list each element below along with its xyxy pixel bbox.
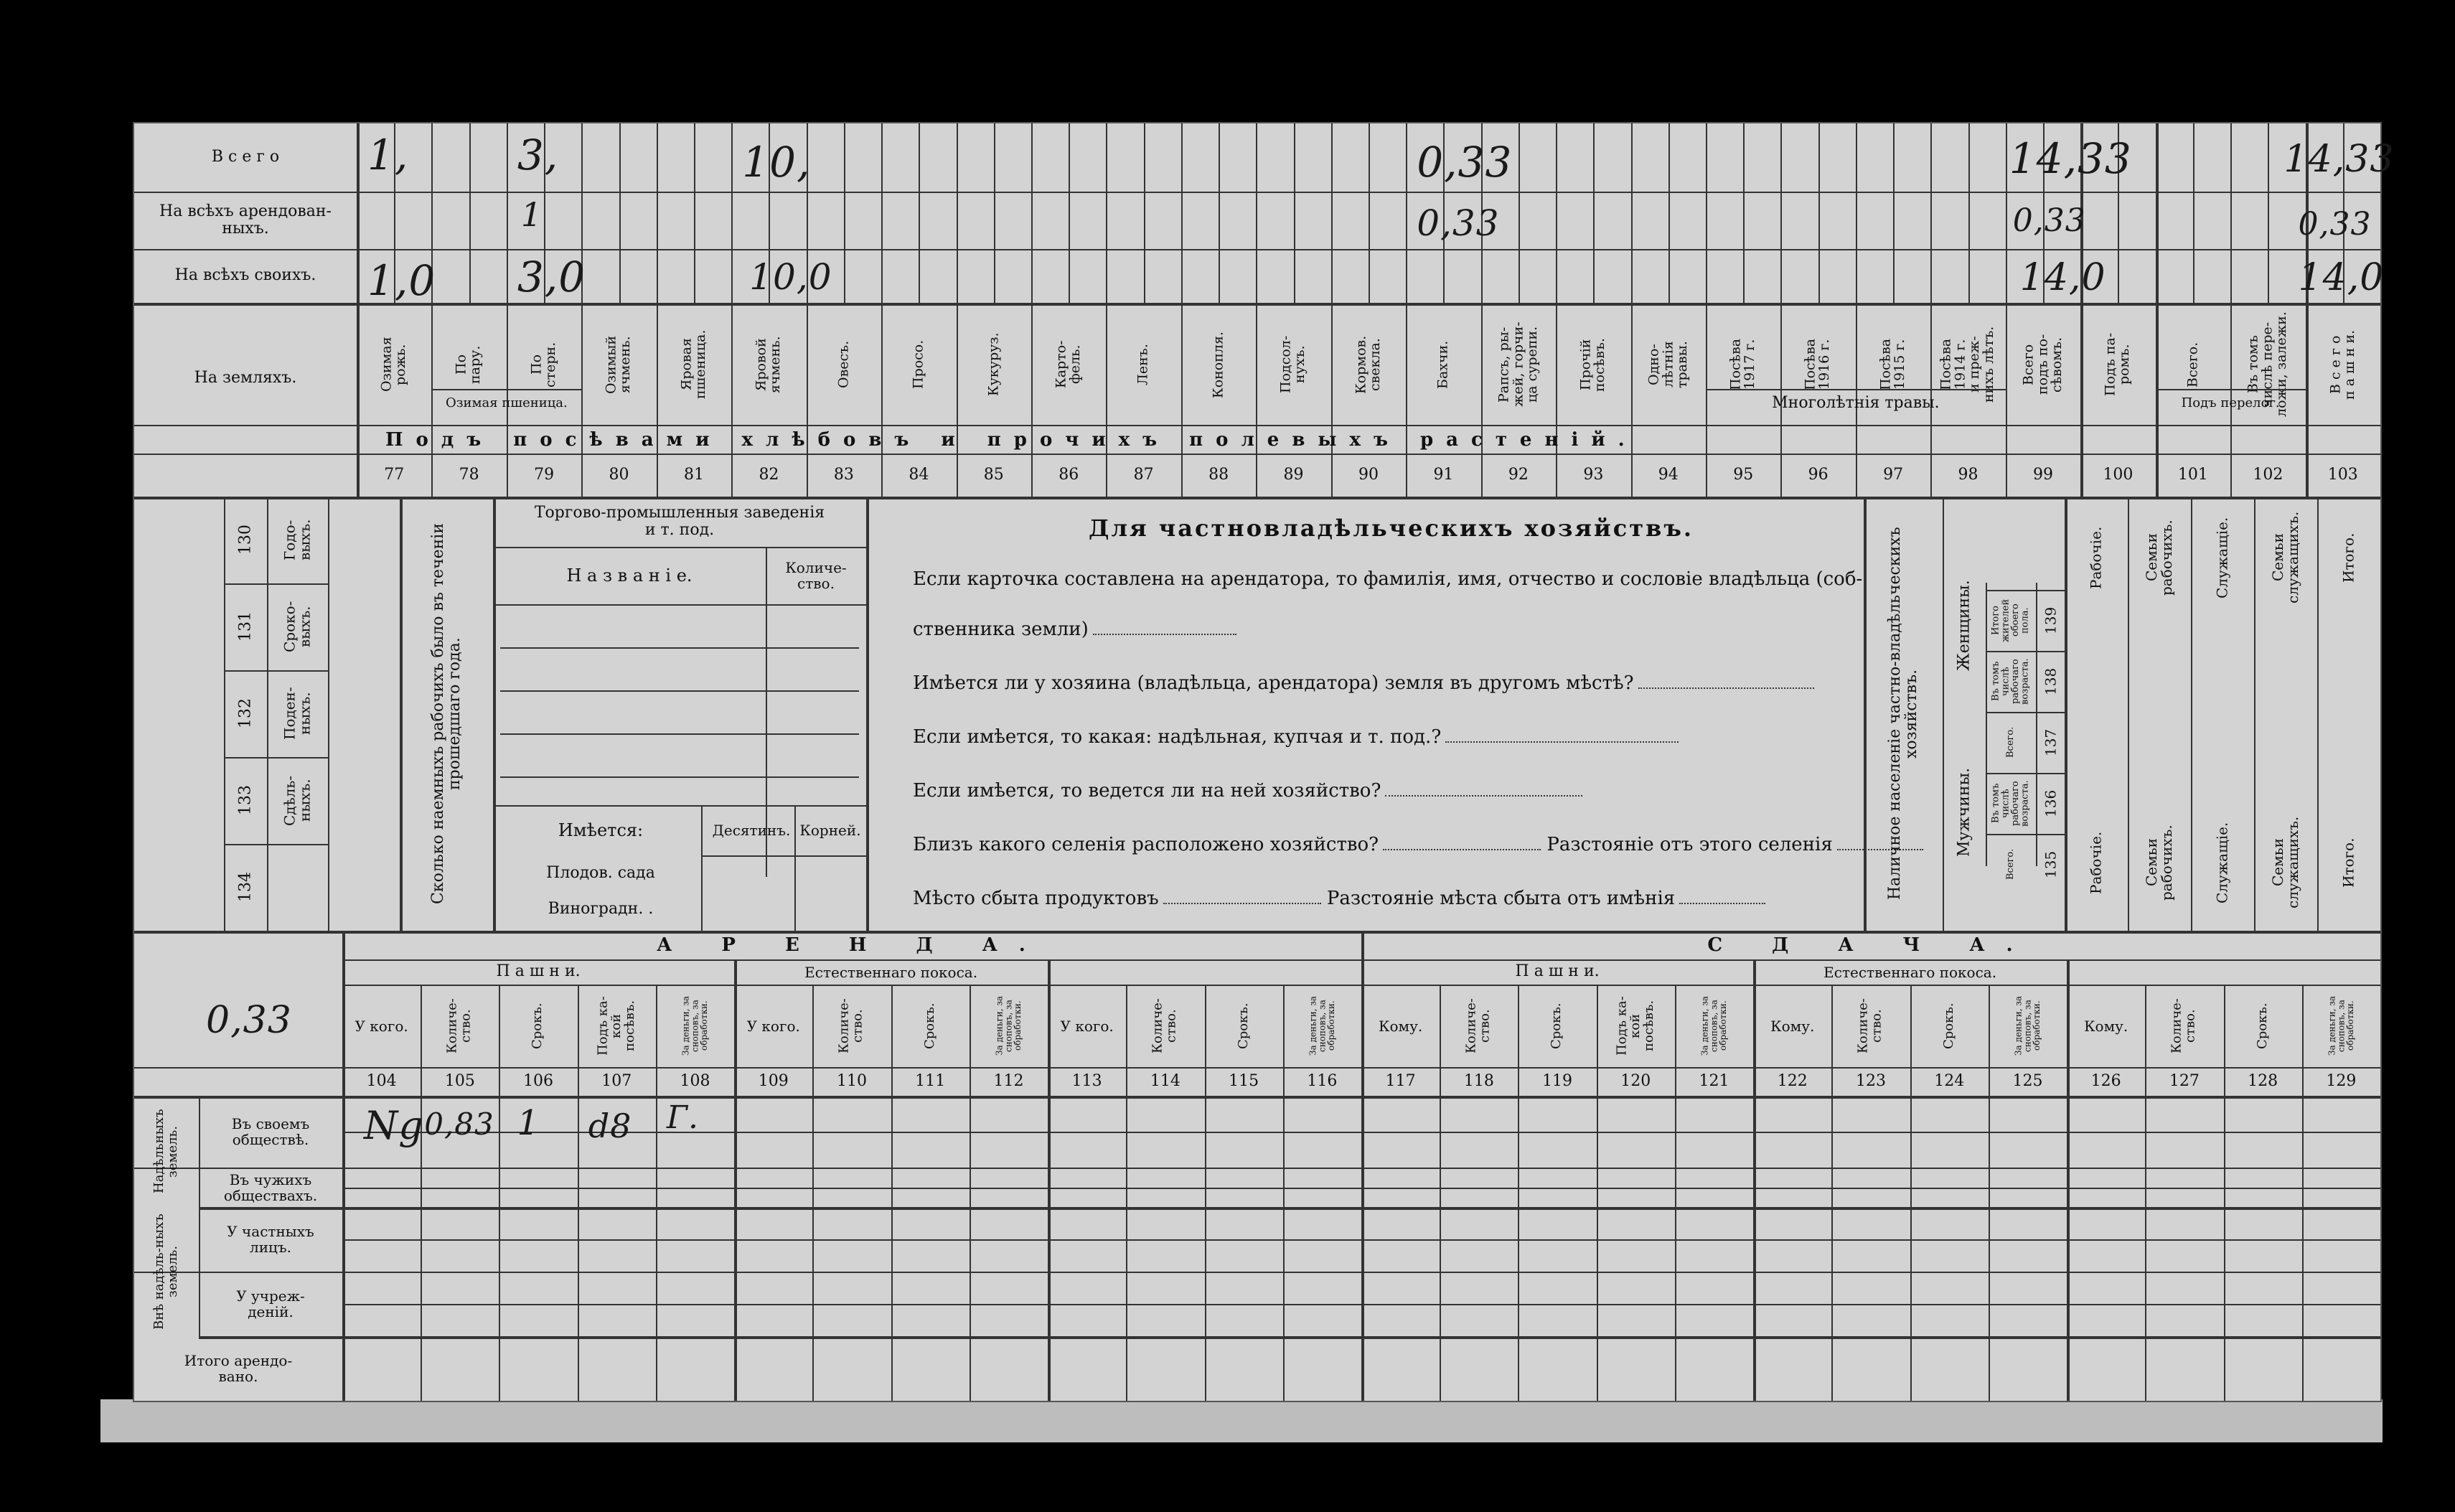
pop-col-number-138: 138 [2042,667,2060,695]
bottom-col-number-117: 117 [1385,1071,1416,1090]
question-q1a [913,568,1862,590]
sdacha-pokos: Естественнаго покоса. [1823,963,1997,981]
bottom-col-header-110: Количе- ство. [837,998,865,1053]
col-header-101: Всего. [2184,342,2200,388]
worker-col-number-134: 134 [236,872,255,903]
col-header-82: Яровой ячмень. [753,336,784,393]
hw-rented-wheat: 1 [520,195,543,234]
hw-total-wheat-stubble: 3, [517,131,559,179]
sub-grid [2193,123,2195,303]
col-number-91: 91 [1433,465,1454,484]
question-text: Мѣсто сбыта продуктовъ [913,888,1159,909]
col-number-89: 89 [1283,465,1304,484]
bottom-col-header-123: Количе- ство. [1856,998,1884,1053]
col-header-98: Посѣва 1914 г. и преж- нихъ лѣтъ. [1938,326,1997,403]
col-header-77: Озимая рожь. [378,337,409,393]
hw-total-rye: 1, [367,131,409,179]
bottom-row-label-3: У учреж- деній. [236,1287,305,1320]
col-header-92: Рапсъ, ры- жей, горчи- ца сурепи. [1495,321,1540,408]
bottom-col-number-109: 109 [758,1071,789,1090]
col-number-78: 78 [459,465,479,484]
col-header-100: Подъ па- ромъ. [2102,332,2133,397]
question-q2 [913,672,1814,694]
answer-line[interactable] [1093,634,1236,635]
bottom-col-number-119: 119 [1542,1071,1573,1090]
worker-type-134 [271,847,324,927]
sub-grid [844,123,845,303]
col-number-95: 95 [1733,465,1754,484]
sub-grid [1818,123,1820,303]
col-header-89: Подсол- нухъ. [1277,335,1308,394]
hw-row1-payment: Г. [666,1099,700,1136]
answer-line[interactable] [1383,849,1541,850]
population-title: Наличное населеніе частно-владѣльческихъ хозяйствъ. [1885,527,1920,901]
col-header-97: Посѣва 1915 г. [1877,338,1908,391]
bottom-col-number-127: 127 [2169,1071,2200,1090]
question-text: Если имѣется, то какая: надѣльная, купчая и т. под.? [913,726,1442,748]
bottom-col-header-112: За деньги, за сноповъ, за обработки. [994,995,1023,1056]
sdacha-pashni: П а ш н и. [1515,962,1600,981]
perennial-group-line [1706,389,2006,390]
col-number-99: 99 [2032,465,2053,484]
bottom-col-header-124: Срокъ. [1940,1002,1956,1049]
women-label: Женщины. [1955,580,1973,672]
group-nadel-label: Надѣльныхъ земель. [151,1109,180,1194]
pop-col-header-135: Всего. [2005,848,2017,881]
col-header-94: Одно- лѣтнія травы. [1645,341,1690,388]
arenda-pashni: П а ш н и. [496,962,581,981]
hw-own-wheat: 3,0 [517,253,586,301]
bottom-col-header-125: За деньги, за сноповъ, за обработки. [2013,995,2042,1056]
hw-rented-sown: 0,33 [2012,202,2086,239]
col-header-83: Овесъ. [835,340,851,389]
hw-total-arable: 14,33 [2283,138,2395,181]
col-header-81: Яровая пшеница. [678,329,708,400]
arenda-pokos: Естественнаго покоса. [804,963,978,981]
orchard-has-label: Имѣется: [558,820,644,840]
orchard-col-2 [794,805,796,931]
worker-col-number-130: 130 [236,525,255,555]
bottom-col-header-119: Срокъ. [1549,1002,1564,1049]
trade-count-header: Количе- ство. [785,559,847,592]
staff-header-top-2: Служащіе. [2213,517,2231,598]
workers-row-sep [224,844,328,845]
col-header-99: Всего подъ по- сѣвомъ. [2020,334,2065,395]
bottom-col-header-113: У кого. [1060,1017,1114,1035]
census-card [133,122,2395,1402]
bottom-col-number-105: 105 [444,1071,475,1090]
worker-type-130: Годо- выхъ. [281,519,314,561]
row-label-1: На всѣхъ арендован- ныхъ. [159,202,332,238]
col-number-101: 101 [2177,465,2208,484]
hw-rented-arable: 0,33 [2298,206,2372,243]
sub-grid [1593,123,1595,303]
bottom-row-sep [199,1336,2380,1339]
hired-workers-title: Сколько наемныхъ рабочихъ было въ теченіи прошедшаго года. [428,523,464,905]
worker-col-number-133: 133 [236,785,255,816]
pop-col-number-136: 136 [2042,789,2060,817]
sdacha-header: С Д А Ч А. [1707,934,2034,956]
bottom-col-header-121: За деньги, за сноповъ, за обработки. [1699,995,1728,1056]
trade-dotted-row [500,690,859,692]
bottom-row-label-1: Въ чужихъ обществахъ. [223,1170,318,1204]
staff-col-sep [2191,497,2192,931]
col-header-95: Посѣва 1917 г. [1727,338,1758,391]
question-text: Разстояніе мѣста сбыта отъ имѣнія [1320,888,1676,909]
col-header-79: По стерн. [528,342,559,388]
hw-row1-who: Ng [364,1103,424,1148]
staff-header-top-4: Итого. [2339,532,2357,583]
sub-grid [1743,123,1745,303]
col-header-88: Конопля. [1210,331,1226,398]
hw-row1-term: 1 [517,1103,540,1143]
bottom-col-header-108: За деньги, за сноповъ, за обработки. [680,995,709,1056]
arenda-header: А Р Е Н Д А. [657,934,1047,956]
trade-header-line [493,604,866,606]
bottom-col-number-129: 129 [2326,1071,2357,1090]
bottom-col-number-121: 121 [1699,1071,1729,1090]
sub-grid [1069,123,1070,303]
data-top [134,1096,2380,1099]
pop-border [1943,497,1944,931]
sub-grid [2268,123,2269,303]
orchard-top [493,805,866,807]
winter-wheat-group: Озимая пшеница. [445,395,568,411]
question-text: Имѣется ли у хозяина (владѣльца, арендатора) земля въ другомъ мѣстѣ? [913,672,1634,694]
trade-dotted-row [500,733,859,735]
bottom-row-label-0: Въ своемъ обществѣ. [231,1115,310,1148]
question-text: Если карточка составлена на арендатора, то фамилія, имя, отчество и сословіе владѣльца (соб- [913,568,1863,590]
workers-num-col [267,497,268,931]
bottom-col-header-126: Кому. [2084,1017,2128,1035]
bottom-col-number-125: 125 [2012,1071,2043,1090]
bottom-col-header-122: Кому. [1770,1017,1815,1035]
question-q1b [913,619,1236,640]
pop-col-header-139: Итого жителей обоего пола. [1990,598,2031,642]
questions-border-right [1864,497,1867,931]
sub-grid [1668,123,1670,303]
hw-own-arable: 14,0 [2298,256,2385,299]
bottom-col-header-109: У кого. [746,1017,800,1035]
col-header-96: Посѣва 1916 г. [1802,338,1833,391]
col-number-81: 81 [683,465,704,484]
row-label-2: На всѣхъ своихъ. [174,266,316,285]
col-number-103: 103 [2327,465,2358,484]
orchard-desyatin-header: Десятинъ. [712,822,791,839]
bottom-row-label-2: У частныхъ лицъ. [227,1223,314,1256]
bottom-col-number-111: 111 [915,1071,946,1090]
bottom-col-number-112: 112 [993,1071,1024,1090]
col-number-87: 87 [1133,465,1154,484]
orchard-label: Плодов. сада [546,863,655,882]
bottom-col-header-117: Кому. [1379,1017,1423,1035]
bottom-col-number-124: 124 [1934,1071,1965,1090]
bottom-col-number-118: 118 [1463,1071,1494,1090]
bottom-col-header-129: За деньги, за сноповъ, за обработки. [2327,995,2355,1056]
bottom-col-number-122: 122 [1777,1071,1808,1090]
staff-header-bottom-1: Семьи рабочихъ. [2143,825,2175,901]
col-header-90: Кормов. свекла. [1353,335,1383,394]
staff-col-sep [2254,497,2255,931]
col-number-86: 86 [1058,465,1079,484]
col-header-80: Озимый ячмень. [603,335,634,394]
bottom-col-number-108: 108 [680,1071,710,1090]
hw-rented-melons: 0,33 [1417,202,1500,244]
answer-line[interactable] [1638,687,1814,689]
col-header-87: Ленъ. [1135,344,1151,385]
bottom-col-number-106: 106 [523,1071,554,1090]
worker-col-number-132: 132 [236,698,255,729]
pop-col-header-138: Въ томъ числѣ рабочаго возраста. [1990,658,2031,705]
sub-grid [1968,123,1970,303]
col-header-86: Карто- фель. [1053,340,1084,389]
bottom-col-header-127: Количе- ство. [2169,998,2198,1053]
bottom-row-sep [134,1272,2380,1273]
bottom-col-header-104: У кого. [355,1017,408,1035]
bottom-row-midline [342,1239,2380,1241]
col-header-78: По пару. [453,345,484,384]
staff-header-top-3: Семьи служащихъ. [2269,511,2301,604]
bottom-col-header-116: За деньги, за сноповъ, за обработки. [1308,995,1336,1056]
col-header-91: Бахчи. [1435,340,1451,389]
col-number-96: 96 [1808,465,1829,484]
col-header-103: В с е г о п а ш н и. [2327,329,2357,400]
col-number-102: 102 [2253,465,2283,484]
col-number-100: 100 [2103,465,2134,484]
bottom-col-number-128: 128 [2248,1071,2278,1090]
answer-line[interactable] [1445,741,1679,743]
hw-own-sown: 14,0 [2019,256,2106,299]
col-number-83: 83 [833,465,854,484]
pop-col-number-139: 139 [2042,606,2060,634]
men-label: Мужчины. [1955,767,1973,858]
sub-grid [1369,123,1370,303]
bottom-col-number-115: 115 [1229,1071,1259,1090]
bottom-col-header-128: Срокъ. [2254,1002,2270,1049]
worker-type-132: Поден- ныхъ. [281,687,314,741]
page-edge-underneath [100,1399,2383,1442]
question-q5a [913,834,1923,855]
question-q6a [913,888,1765,909]
staff-header-top-1: Семьи рабочихъ. [2143,520,2175,596]
sub-grid [694,123,695,303]
pop-col-number-137: 137 [2042,728,2060,756]
col-header-84: Просо. [910,339,926,390]
sub-grid [1518,123,1520,303]
workers-border-right [400,497,403,931]
row-label-0: В с е г о [211,148,280,166]
pop-col-header-136: Въ томъ числѣ рабочаго возраста. [1990,780,2031,827]
hw-corner-033: 0,33 [206,999,292,1042]
pop-col-header-137: Всего. [2005,726,2017,759]
pop-col-number-135: 135 [2042,850,2060,878]
bottom-col-header-114: Количе- ство. [1150,998,1179,1053]
col-number-98: 98 [1958,465,1978,484]
bottom-col-header-106: Срокъ. [530,1002,545,1049]
question-text: Если имѣется, то ведется ли на ней хозяйство? [913,780,1381,802]
perennial-grass-group: Многолѣтнія травы. [1772,393,1940,412]
question-text: Разстояніе отъ этого селенія [1541,834,1833,855]
sub-grid [1294,123,1295,303]
worker-type-131: Сроко- выхъ. [281,601,314,653]
worker-type-133: Сдѣль- ныхъ. [281,775,314,826]
col-number-77: 77 [384,465,405,484]
col-number-93: 93 [1583,465,1604,484]
sub-grid [919,123,920,303]
fallow-group: Подъ перелог. [2181,395,2280,411]
sub-grid [1144,123,1145,303]
staff-col-sep [2317,497,2319,931]
bottom-col-number-126: 126 [2090,1071,2121,1090]
workers-row-sep [224,670,328,672]
hw-row1-qty: 0,83 [424,1107,494,1142]
trade-dotted-row [500,776,859,778]
col-header-102: Въ томъ числѣ пере- ложи, залежи. [2245,311,2290,418]
workers-row-sep [224,583,328,585]
bottom-col-header-118: Количе- ство. [1463,998,1493,1053]
answer-line[interactable] [1163,903,1321,904]
sub-grid [1893,123,1895,303]
sub-grid [1219,123,1220,303]
answer-line[interactable] [1385,795,1582,797]
worker-col-number-131: 131 [236,611,255,642]
staff-header-bottom-0: Рабочіе. [2087,831,2105,894]
bottom-row-sep [199,1207,2380,1210]
bottom-row-midline [342,1132,2380,1133]
staff-header-bottom-4: Итого. [2339,837,2357,888]
sub-grid [619,123,621,303]
col-number-88: 88 [1208,465,1229,484]
col-number-97: 97 [1883,465,1904,484]
row-label-3: На земляхъ. [194,368,297,387]
trade-name-header: Н а з в а н і е. [566,565,693,586]
orchard-col-1 [701,805,703,931]
col-number-80: 80 [609,465,629,484]
trade-dotted-row [500,647,859,649]
bottom-col-number-116: 116 [1307,1071,1338,1090]
col-header-93: Прочій посѣвъ. [1577,337,1608,392]
bottom-col-header-115: Срокъ. [1235,1002,1251,1049]
hw-row1-crop: d8 [588,1107,632,1145]
fallow-group-line [2156,389,2306,390]
col-number-85: 85 [983,465,1004,484]
bottom-col-number-113: 113 [1071,1071,1102,1090]
bottom-col-number-120: 120 [1620,1071,1651,1090]
staff-header-bottom-2: Служащіе. [2213,822,2231,903]
group-vne-label: Внѣ надѣль-ныхъ земель. [151,1213,180,1330]
private-households-title: Для частновладѣльческихъ хозяйствъ. [1089,515,1694,542]
col-header-85: Кукуруз. [985,332,1001,397]
bottom-col-number-110: 110 [836,1071,867,1090]
question-text: Близъ какого селенія расположено хозяйство? [913,834,1379,855]
bottom-col-header-107: Подъ ка- кой посѣвъ. [594,996,637,1056]
trade-title: Торгово-промышленныя заведенія и т. под. [534,503,825,539]
hw-total-spring-barley: 10, [742,138,811,187]
vineyard-label: Виноградн. . [548,899,654,918]
question-q3 [913,726,1679,748]
staff-header-bottom-3: Семьи служащихъ. [2269,816,2301,909]
bottom-row-midline [342,1304,2380,1305]
questions-border-left [866,497,869,931]
orchard-korney-header: Корней. [799,822,861,839]
workers-border-left [224,497,225,931]
top-section-bottom [134,497,2380,499]
staff-col-sep [2128,497,2129,931]
wheat-group-line [431,389,581,390]
col-number-92: 92 [1508,465,1529,484]
hw-total-sown: 14,33 [2009,134,2132,183]
workers-label-col [328,497,329,931]
question-text: ственника земли) [913,619,1089,640]
col-number-79: 79 [534,465,555,484]
question-q4 [913,780,1582,802]
bottom-row-sep [134,1168,2380,1169]
bottom-col-header-120: Подъ ка- кой посѣвъ. [1613,996,1656,1056]
bottom-col-number-114: 114 [1150,1071,1180,1090]
col-number-84: 84 [909,465,929,484]
bottom-col-header-105: Количе- ство. [444,998,474,1053]
bottom-row-midline [342,1188,2380,1189]
hw-own-spring-barley: 10,0 [749,256,832,298]
bottom-col-number-107: 107 [601,1071,632,1090]
staff-header-top-0: Рабочіе. [2087,526,2105,589]
hw-total-melons: 0,33 [1417,138,1513,187]
col-number-82: 82 [759,465,779,484]
col-number-94: 94 [1658,465,1679,484]
bottom-col-number-104: 104 [366,1071,397,1090]
workers-row-sep [224,757,328,759]
answer-line[interactable] [1679,903,1765,904]
pop-inner2 [2036,583,2037,866]
col-number-90: 90 [1358,465,1379,484]
pop-inner [1986,583,1987,866]
pop-border-right [2065,497,2067,931]
hw-own-rye: 1,0 [367,256,436,305]
bottom-col-header-111: Срокъ. [921,1002,937,1049]
sub-grid [469,123,471,303]
sub-grid [994,123,995,303]
orchard-header-line [701,855,866,857]
bottom-row-label-4: Итого арендо- вано. [184,1352,293,1385]
bottom-col-number-123: 123 [1855,1071,1886,1090]
planting-banner: Подъ посѣвами хлѣбовъ и прочихъ полевыхъ растеній. [385,429,1638,451]
